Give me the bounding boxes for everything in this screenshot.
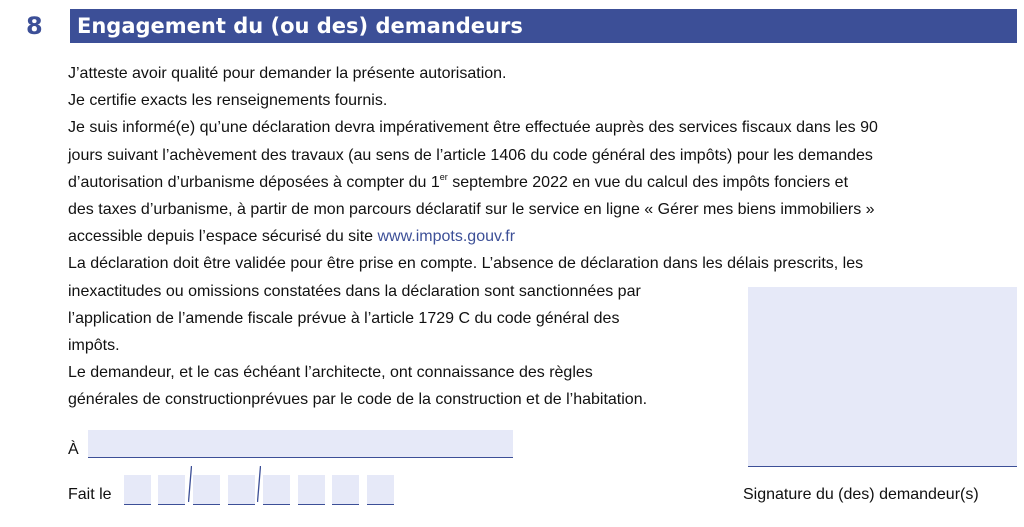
year-digit-2[interactable] — [298, 475, 325, 505]
text-line: J’atteste avoir qualité pour demander la présente autorisation. — [68, 65, 507, 82]
day-digit-1[interactable] — [124, 475, 151, 505]
date-separator — [188, 466, 190, 502]
text-line: La déclaration doit être validée pour être prise en compte. L’absence de déclaration dans les délais prescrits, les — [68, 255, 864, 273]
text-segment: septembre 2022 en vue du calcul des impôts fonciers et — [447, 173, 849, 191]
year-digit-1[interactable] — [263, 475, 290, 505]
section-number: 8 — [26, 12, 43, 40]
section-title: Engagement du (ou des) demandeurs — [70, 9, 1017, 43]
place-input[interactable] — [88, 430, 513, 458]
month-digit-1[interactable] — [193, 475, 220, 505]
text-line — [68, 223, 1008, 250]
month-digit-2[interactable] — [228, 475, 255, 505]
text-line: impôts. — [68, 337, 120, 355]
year-digit-3[interactable] — [332, 475, 359, 505]
text-line — [68, 169, 1008, 196]
signature-field[interactable] — [748, 287, 1017, 467]
day-digit-2[interactable] — [158, 475, 185, 505]
text-line: générales de constructionprévues par le code de la construction et de l’habitation. — [68, 391, 648, 409]
date-separator — [257, 466, 259, 502]
text-segment: accessible depuis l’espace sécurisé du site — [68, 228, 378, 246]
impots-link[interactable]: www.impots.gouv.fr — [377, 228, 516, 246]
signature-label: Signature du (des) demandeur(s) — [743, 486, 979, 503]
year-digit-4[interactable] — [367, 475, 394, 505]
text-line: inexactitudes ou omissions constatées dans la déclaration sont sanctionnées par — [68, 282, 641, 300]
place-label: À — [68, 441, 79, 458]
text-line: l’application de l’amende fiscale prévue à l’article 1729 C du code général des — [68, 309, 620, 327]
text-line: Je suis informé(e) qu’une déclaration devra impérativement être effectuée auprès des services fiscaux dans les 90 — [68, 119, 878, 137]
date-label: Fait le — [68, 486, 112, 503]
text-line: Je certifie exacts les renseignements fournis. — [68, 92, 388, 110]
text-line: des taxes d’urbanisme, à partir de mon parcours déclaratif sur le service en ligne « Gérer mes biens immobiliers » — [68, 201, 875, 219]
ordinal-superscript: er — [439, 171, 448, 182]
text-line: Le demandeur, et le cas échéant l’architecte, ont connaissance des règles — [68, 364, 593, 382]
text-line: jours suivant l’achèvement des travaux (au sens de l’article 1406 du code général des impôts) pour les demandes — [68, 146, 873, 164]
text-segment: d’autorisation d’urbanisme déposées à compter du 1 — [68, 173, 440, 191]
